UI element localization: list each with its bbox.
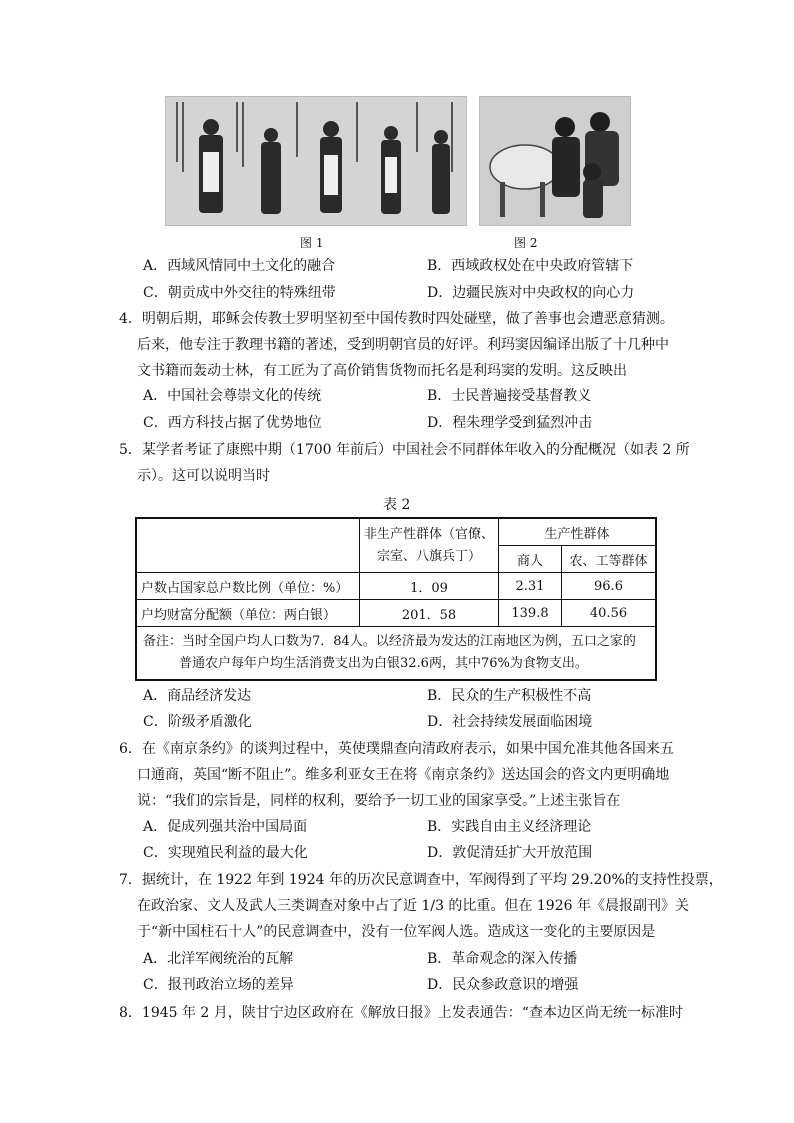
- q7-stem-line-2: 在政治家、文人及武人三类调查对象中占了近 1/3 的比重。但在 1926 年《晨报副刊》关: [137, 898, 689, 914]
- q3-option-a: A．西域风情同中土文化的融合: [143, 258, 336, 274]
- q7-option-b: B．革命观念的深入传播: [427, 951, 578, 967]
- row-household-ratio-farmer: 96.6: [562, 573, 657, 600]
- q6-option-b: B．实践自由主义经济理论: [427, 819, 592, 835]
- q4-stem-line-1: 4．明朝后期，耶稣会传教士罗明坚初至中国传教时四处碰壁，做了善事也会遭恶意猜测。: [119, 311, 674, 327]
- table-2-caption: 表 2: [383, 497, 411, 513]
- table-note-line-2: 普通农户每年户均生活消费支出为白银32.6两，其中76%为食物支出。: [179, 656, 588, 671]
- row-household-ratio-label: 户数占国家总户数比例（单位：%）: [136, 573, 360, 600]
- q6-stem-line-2: 口通商，英国“断不阻止”。维多利亚女王在将《南京条约》送达国会的咨文内更明确地: [137, 767, 670, 783]
- row-wealth-merchant: 139.8: [499, 600, 562, 627]
- q3-option-b: B．西域政权处在中央政府管辖下: [427, 258, 634, 274]
- q6-option-c: C．实现殖民利益的最大化: [143, 845, 308, 861]
- q6-stem-line-1: 6．在《南京条约》的谈判过程中，英使璞鼎查向清政府表示，如果中国允准其他各国来五: [119, 741, 674, 757]
- q3-option-c: C．朝贡成中外交往的特殊纽带: [143, 285, 336, 301]
- table-note-line-1: 备注：当时全国户均人口数为7．84人。以经济最为发达的江南地区为例，五口之家的: [143, 634, 636, 649]
- figure-2-caption: 图 2: [514, 236, 538, 250]
- q7-option-a: A．北洋军阀统治的瓦解: [143, 951, 294, 967]
- figure-1-image: [165, 96, 467, 226]
- row-household-ratio-merchant: 2.31: [499, 573, 562, 600]
- row-wealth-nonproductive: 201．58: [360, 600, 499, 627]
- table-note: [136, 627, 656, 681]
- header-merchant: 商人: [499, 546, 562, 573]
- header-nonproductive: [360, 518, 499, 573]
- q4-stem-line-3: 文书籍而轰动士林，有工匠为了高价销售货物而托名是利玛窦的发明。这反映出: [137, 363, 627, 379]
- header-farmer-worker: 农、工等群体: [562, 546, 657, 573]
- q5-stem-line-2: 示）。这可以说明当时: [137, 468, 270, 484]
- header-productive: 生产性群体: [499, 518, 657, 546]
- q4-option-a: A．中国社会尊崇文化的传统: [143, 388, 322, 404]
- figure-1-caption: 图 1: [300, 236, 324, 250]
- q8-stem-line-1: 8．1945 年 2 月，陕甘宁边区政府在《解放日报》上发表通告：“查本边区尚无统一标准时: [119, 1005, 683, 1021]
- q5-option-d: D．社会持续发展面临困境: [427, 714, 593, 730]
- header-nonproductive-line-1: 非生产性群体（官僚、: [364, 526, 495, 542]
- q4-option-b: B．士民普遍接受基督教义: [427, 388, 592, 404]
- q7-stem-line-1: 7．据统计，在 1922 年到 1924 年的历次民意调查中，军阀得到了平均 29.20%的支持性投票，: [119, 872, 723, 888]
- figure-2-image: [479, 96, 631, 226]
- q6-option-a: A．促成列强共治中国局面: [143, 819, 308, 835]
- q6-option-d: D．敦促清廷扩大开放范围: [427, 845, 593, 861]
- q4-option-c: C．西方科技占据了优势地位: [143, 415, 322, 431]
- q4-option-d: D．程朱理学受到猛烈冲击: [427, 415, 593, 431]
- row-wealth-label: 户均财富分配额（单位：两白银）: [136, 600, 360, 627]
- q3-option-d: D．边疆民族对中央政权的向心力: [427, 285, 635, 301]
- q5-option-c: C．阶级矛盾激化: [143, 714, 252, 730]
- q5-option-b: B．民众的生产积极性不高: [427, 688, 592, 704]
- q7-stem-line-3: 于“新中国柱石十人”的民意调查中，没有一位军阀人选。造成这一变化的主要原因是: [137, 924, 656, 940]
- row-household-ratio-nonproductive: 1．09: [360, 573, 499, 600]
- row-wealth-farmer: 40.56: [562, 600, 657, 627]
- q7-option-c: C．报刊政治立场的差异: [143, 977, 294, 993]
- q5-stem-line-1: 5．某学者考证了康熙中期（1700 年前后）中国社会不同群体年收入的分配概况（如表 2 所: [119, 442, 690, 458]
- q4-stem-line-2: 后来，他专注于教理书籍的著述，受到明朝官员的好评。利玛窦因编译出版了十几种中: [137, 337, 669, 353]
- table-2: [135, 517, 657, 681]
- q5-option-a: A．商品经济发达: [143, 688, 252, 704]
- table-corner-cell: [136, 518, 360, 573]
- header-nonproductive-line-2: 宗室、八旗兵丁）: [376, 548, 481, 564]
- q6-stem-line-3: 说：“我们的宗旨是，同样的权利，要给予一切工业的国家享受。”上述主张旨在: [137, 793, 621, 809]
- q7-option-d: D．民众参政意识的增强: [427, 977, 579, 993]
